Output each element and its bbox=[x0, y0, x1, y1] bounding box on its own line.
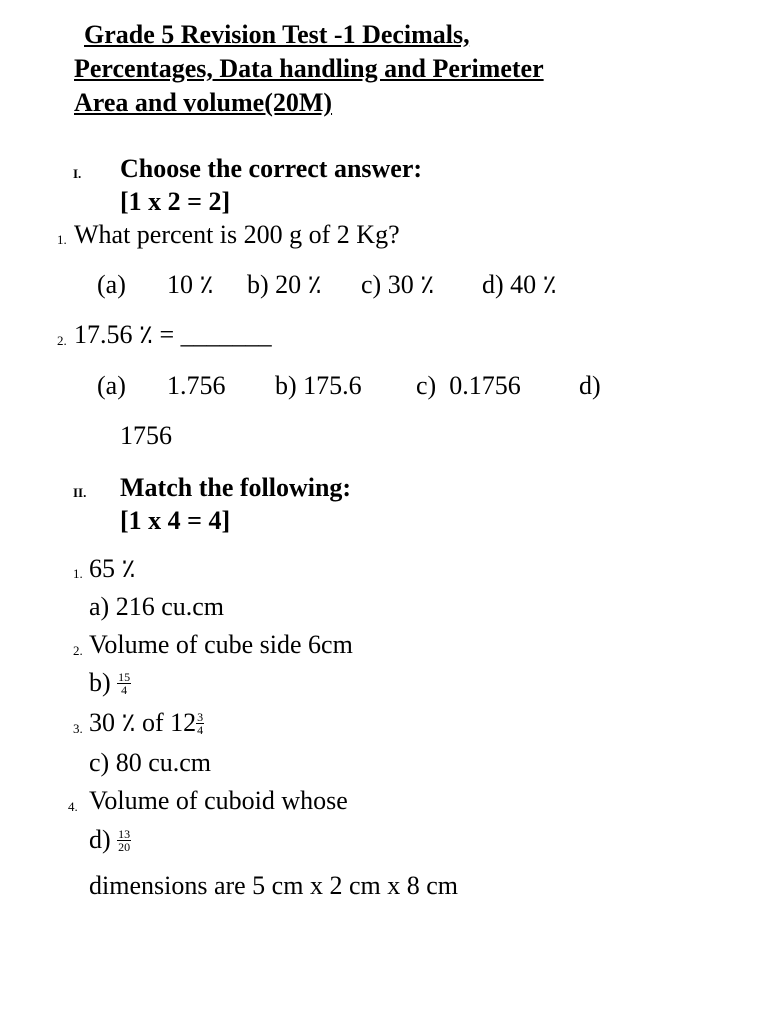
match-item-1-number: 1. bbox=[73, 566, 83, 581]
question-1-number: 1. bbox=[57, 232, 67, 247]
match-item-3-fraction bbox=[196, 711, 204, 736]
match-item-4-number: 4. bbox=[68, 799, 78, 814]
match-option-a: a) 216 cu.cm bbox=[89, 592, 225, 621]
question-2-option-label: (a) bbox=[97, 371, 126, 400]
match-option-b-fraction bbox=[117, 671, 131, 696]
match-item-4-text: Volume of cuboid whose bbox=[89, 786, 348, 815]
match-item-3-number: 3. bbox=[73, 721, 83, 736]
section-1-number: I. bbox=[73, 166, 82, 181]
title-line-1: Grade 5 Revision Test -1 Decimals, bbox=[84, 20, 470, 49]
match-option-d-fraction bbox=[117, 828, 131, 853]
question-2-option-a: 1.756 bbox=[167, 371, 226, 400]
match-item-2-number: 2. bbox=[73, 643, 83, 658]
section-2-heading: Match the following: bbox=[120, 473, 352, 502]
title-line-2: Percentages, Data handling and Perimeter bbox=[74, 54, 544, 83]
question-1-text: What percent is 200 g of 2 Kg? bbox=[74, 220, 400, 249]
section-2-number: II. bbox=[73, 485, 87, 500]
question-2-option-d-value: 1756 bbox=[120, 421, 172, 450]
match-item-2-text: Volume of cube side 6cm bbox=[89, 630, 353, 659]
fraction-denominator: 20 bbox=[118, 839, 131, 854]
match-item-3-text: 30 ٪ of 12 bbox=[89, 708, 197, 737]
match-item-1-text: 65 ٪ bbox=[89, 554, 136, 583]
question-2-number: 2. bbox=[57, 333, 67, 348]
title-line-3: Area and volume(20M) bbox=[74, 88, 333, 117]
fraction-denominator: 4 bbox=[121, 682, 128, 697]
section-1-marks: [1 x 2 = 2] bbox=[120, 187, 231, 216]
question-1-option-d: d) 40 ٪ bbox=[482, 270, 557, 299]
fraction-numerator: 13 bbox=[118, 826, 131, 841]
question-2-option-b: b) 175.6 bbox=[275, 371, 362, 400]
match-option-c: c) 80 cu.cm bbox=[89, 748, 212, 777]
match-option-b bbox=[89, 668, 131, 698]
question-1-option-a: 10 ٪ bbox=[167, 270, 214, 299]
match-option-b-label: b) bbox=[89, 668, 111, 697]
question-2-option-c: c) 0.1756 bbox=[416, 371, 521, 400]
match-option-d bbox=[89, 825, 131, 855]
fraction-numerator: 15 bbox=[118, 669, 131, 684]
question-1-option-c: c) 30 ٪ bbox=[361, 270, 435, 299]
question-1-option-b: b) 20 ٪ bbox=[247, 270, 322, 299]
section-2-marks: [1 x 4 = 4] bbox=[120, 506, 231, 535]
fraction-denominator: 4 bbox=[197, 722, 204, 737]
match-item-3 bbox=[89, 708, 204, 738]
question-2-text: 17.56 ٪ = _______ bbox=[74, 320, 272, 349]
question-1-option-label: (a) bbox=[97, 270, 126, 299]
match-item-4-continuation: dimensions are 5 cm x 2 cm x 8 cm bbox=[89, 871, 458, 900]
section-1-heading: Choose the correct answer: bbox=[120, 154, 423, 183]
question-2-option-d: d) bbox=[579, 371, 601, 400]
match-option-d-label: d) bbox=[89, 825, 111, 854]
fraction-numerator: 3 bbox=[197, 709, 204, 724]
